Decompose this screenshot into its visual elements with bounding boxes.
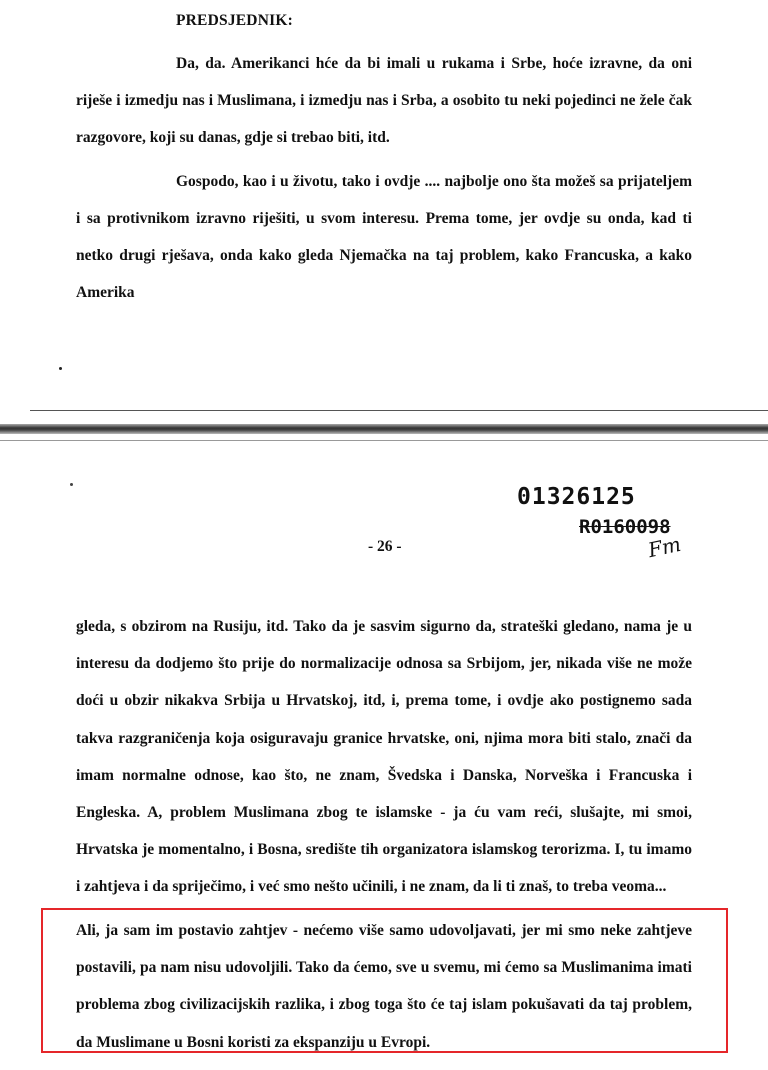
document-number: 01326125 — [517, 484, 636, 510]
page-separator-thin — [30, 410, 768, 411]
paragraph-1-text: Da, da. Amerikanci hće da bi imali u rukama i Srbe, hoće izravne, da oni riješe i izmedju nas i Muslimana, i izmedju nas i Srba, a osobito tu neki pojedinci ne žele čak razgovore, koji su danas, gdje si trebao biti, itd. — [76, 55, 692, 146]
paragraph-2 — [76, 163, 692, 311]
speaker-label: PREDSJEDNIK: — [176, 12, 293, 29]
top-page-section — [0, 0, 768, 420]
page-separator-band — [0, 424, 768, 434]
old-document-number: R0160098 — [579, 516, 671, 538]
page-number: - 26 - — [368, 538, 402, 555]
paragraph-3: gleda, s obzirom na Rusiju, itd. Tako da je sasvim sigurno da, strateški gledano, nama je u interesu da dodjemo što prije do normalizacije odnosa sa Srbijom, jer, nikada više ne može doći u obzir nikakva Srbija u Hrvatskoj, itd, i, prema tome, i ovdje ako postignemo sada takva razgraničenja koja osiguravaju granice hrvatske, oni, njima mora biti stalo, znači da imam normalne odnose, kao što, ne znam, Švedska i Danska, Norveška i Francuska i Engleska. A, problem Muslimana zbog te islamske - ja ću vam reći, slušajte, mi smoi, Hrvatska je momentalno, i Bosna, središte tih organizatora islamskog terorizma. I, tu imamo i zahtjeva i da spriječimo, i već smo nešto učinili, i ne znam, da li ti znaš, to treba veoma... — [76, 618, 692, 896]
paragraph-1 — [76, 45, 692, 156]
page-separator-line — [0, 440, 768, 441]
paragraph-2-text: Gospodo, kao i u životu, tako i ovdje .... najbolje ono šta možeš sa prijateljem i sa protivnikom izravno riješiti, u svom interesu. Prema tome, jer ovdje su onda, kad ti netko drugi rješava, onda kako gleda Njemačka na taj problem, kako Francuska, a kako Amerika — [76, 173, 692, 301]
handwritten-initials: Fm — [645, 531, 683, 563]
paragraph-4-highlighted: Ali, ja sam im postavio zahtjev - nećemo više samo udovoljavati, jer mi smo neke zahtjeve postavili, pa nam nisu udovoljili. Tako da ćemo, sve u svemu, mi ćemo sa Muslimanima imati problema zbog civilizacijskih razlika, i zbog toga što će taj islam pokušavati da taj problem, da Muslimane u Bosni koristi za ekspanziju u Evropi. — [76, 922, 692, 1051]
scan-speck — [59, 367, 62, 370]
scan-speck — [70, 483, 73, 486]
